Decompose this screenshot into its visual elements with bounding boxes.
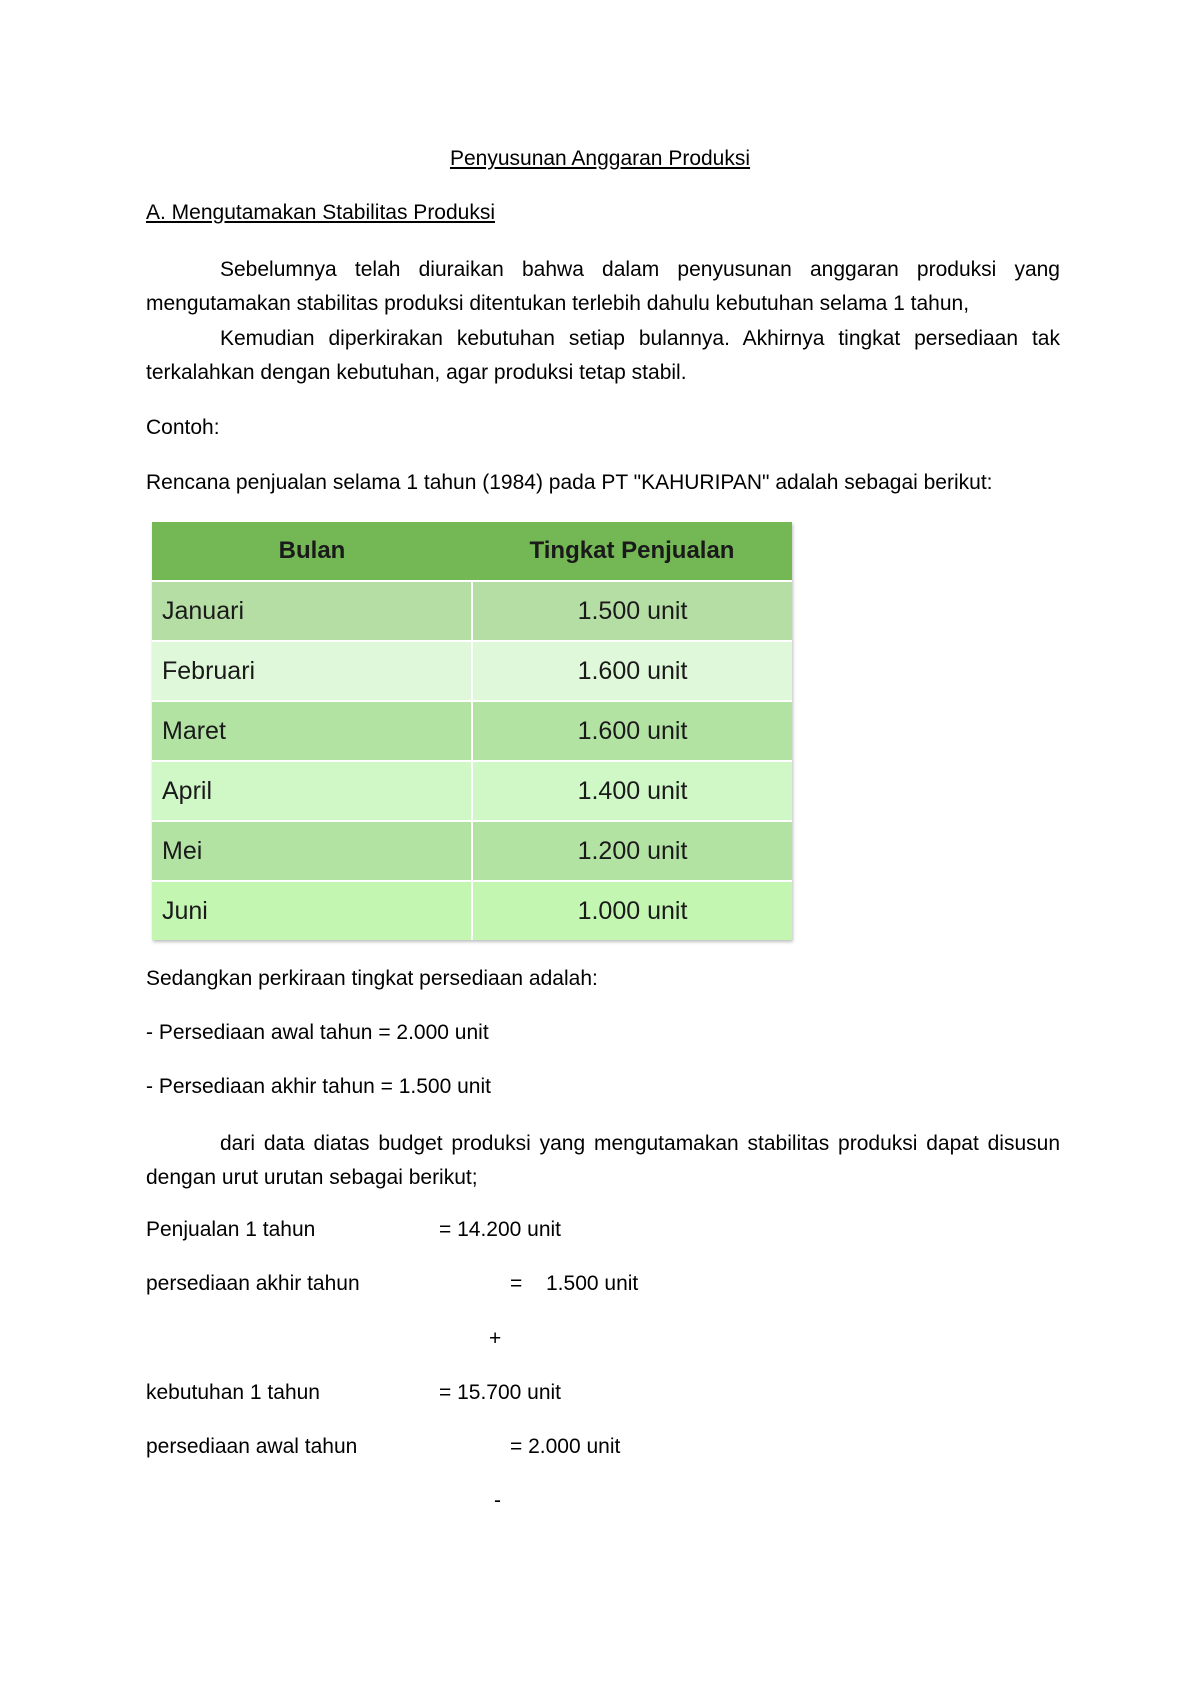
contoh-label: Contoh: [146, 416, 220, 439]
plus-sign: + [489, 1327, 502, 1350]
sales-intro: Rencana penjualan selama 1 tahun (1984) pada PT "KAHURIPAN" adalah sebagai berikut: [146, 471, 993, 494]
paragraph-intro-1: Sebelumnya telah diuraikan bahwa dalam penyusunan anggaran produksi yang mengutamakan stabilitas produksi ditentukan terlebih dahulu kebutuhan selama 1 tahun, [146, 258, 1060, 315]
month-cell: Juni [152, 881, 472, 940]
paragraph-intro-2: Kemudian diperkirakan kebutuhan setiap bulannya. Akhirnya tingkat persediaan tak terkalahkan dengan kebutuhan, agar produksi tetap stabil. [146, 327, 1060, 384]
table-row [152, 821, 792, 881]
sales-value-cell: 1.600 unit [472, 701, 792, 761]
sales-value-cell: 1.500 unit [472, 581, 792, 641]
table-row [152, 701, 792, 761]
table-row [152, 581, 792, 641]
document-title: Penyusunan Anggaran Produksi [449, 147, 751, 170]
section-heading: A. Mengutamakan Stabilitas Produksi [146, 201, 496, 224]
header-tingkat-penjualan: Tingkat Penjualan [472, 522, 792, 581]
inventory-intro: Sedangkan perkiraan tingkat persediaan adalah: [146, 967, 598, 990]
sales-table-header [152, 522, 792, 581]
header-bulan: Bulan [152, 522, 472, 581]
paragraph-budget: dari data diatas budget produksi yang mengutamakan stabilitas produksi dapat disusun dengan urut urutan sebagai berikut; [146, 1132, 1060, 1189]
begin-stock-value: = 2.000 unit [510, 1435, 621, 1458]
inventory-item-end: - Persediaan akhir tahun = 1.500 unit [146, 1075, 491, 1098]
end-stock-label: persediaan akhir tahun [146, 1272, 360, 1295]
inventory-item-begin: - Persediaan awal tahun = 2.000 unit [146, 1021, 489, 1044]
sales-value-cell: 1.200 unit [472, 821, 792, 881]
end-stock-value: 1.500 unit [546, 1272, 639, 1295]
month-cell: Januari [152, 581, 472, 641]
end-stock-equals: = [510, 1272, 523, 1295]
sales-value-cell: 1.600 unit [472, 641, 792, 701]
sales-value-cell: 1.000 unit [472, 881, 792, 940]
sales-year-value: = 14.200 unit [439, 1218, 562, 1241]
table-row [152, 761, 792, 821]
sales-value-cell: 1.400 unit [472, 761, 792, 821]
begin-stock-label: persediaan awal tahun [146, 1435, 358, 1458]
month-cell: Februari [152, 641, 472, 701]
month-cell: April [152, 761, 472, 821]
month-cell: Mei [152, 821, 472, 881]
table-row [152, 641, 792, 701]
need-year-label: kebutuhan 1 tahun [146, 1381, 320, 1404]
month-cell: Maret [152, 701, 472, 761]
sales-table [152, 522, 792, 940]
sales-year-label: Penjualan 1 tahun [146, 1218, 316, 1241]
minus-sign: - [494, 1489, 501, 1512]
table-row [152, 881, 792, 940]
need-year-value: = 15.700 unit [439, 1381, 562, 1404]
